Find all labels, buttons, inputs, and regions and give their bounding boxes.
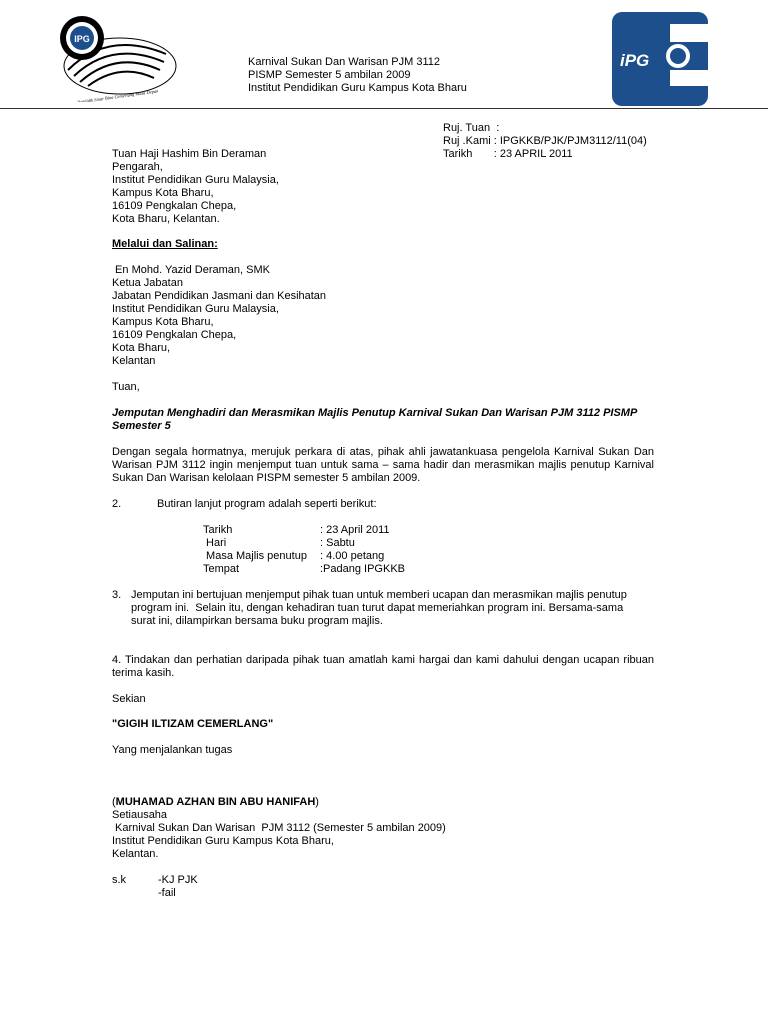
paragraph-3-line: Jemputan ini bertujuan menjemput pihak tuan untuk memberi ucapan dan merasmikan majlis penutup xyxy=(131,589,627,601)
reference-block xyxy=(443,122,647,161)
address-line: 16109 Pengkalan Chepa, xyxy=(112,200,237,212)
program-label: Hari xyxy=(203,537,227,549)
letterhead-line: Institut Pendidikan Guru Kampus Kota Bharu xyxy=(248,82,467,94)
program-value: : 23 April 2011 xyxy=(320,524,390,536)
signatory-name: MUHAMAD AZHAN BIN ABU HANIFAH xyxy=(115,796,316,808)
letterhead-text xyxy=(248,56,467,95)
address-line: Institut Pendidikan Guru Malaysia, xyxy=(112,303,279,315)
signatory-name-line xyxy=(112,796,446,809)
sk-list xyxy=(158,874,198,900)
program-label: Tarikh xyxy=(203,524,233,536)
program-details xyxy=(203,524,405,576)
address-line: Institut Pendidikan Guru Malaysia, xyxy=(112,174,279,186)
paragraph-4: 4. Tindakan dan perhatian daripada pihak tuan amatlah kami hargai dan kami dahului dengan ucapan ribuan terima kasih. xyxy=(112,654,654,679)
recipient-address xyxy=(112,148,279,226)
address-line: Kota Bharu, Kelantan. xyxy=(112,213,220,225)
logo-right xyxy=(612,12,708,106)
salutation: Tuan, xyxy=(112,381,140,393)
motto: "GIGIH ILTIZAM CEMERLANG" xyxy=(112,718,274,730)
cc-address xyxy=(112,264,326,368)
address-line: 16109 Pengkalan Chepa, xyxy=(112,329,237,341)
address-line: Pengarah, xyxy=(112,161,163,173)
signature-line: Institut Pendidikan Guru Kampus Kota Bharu, xyxy=(112,835,334,847)
program-value: : Sabtu xyxy=(320,537,355,549)
paren-open: ( xyxy=(112,796,116,808)
program-row xyxy=(203,563,405,576)
program-label: Masa Majlis penutup xyxy=(203,550,307,562)
address-line: Kampus Kota Bharu, xyxy=(112,187,214,199)
closing: Sekian xyxy=(112,693,146,705)
paren-close: ) xyxy=(315,796,319,808)
program-row xyxy=(203,537,405,550)
address-line: Kampus Kota Bharu, xyxy=(112,316,214,328)
sk-item: -KJ PJK xyxy=(158,874,198,886)
cc-heading: Melalui dan Salinan: xyxy=(112,238,218,250)
tarikh: Tarikh : 23 APRIL 2011 xyxy=(443,148,573,160)
paragraph-3-line: surat ini, dilampirkan bersama buku program majlis. xyxy=(131,615,383,627)
signature-line: Setiausaha xyxy=(112,809,168,821)
sk-item: -fail xyxy=(158,887,176,899)
sk-label: s.k xyxy=(112,874,127,886)
program-label: Tempat xyxy=(203,563,240,575)
program-row xyxy=(203,550,405,563)
logo-left-motto: Pendidik Sinar Bina Cemerlang Masa Depan xyxy=(76,88,159,102)
logo-right-text: iPG xyxy=(620,51,650,70)
paragraph-3-number: 3. xyxy=(112,589,122,601)
address-line: Tuan Haji Hashim Bin Deraman xyxy=(112,148,267,160)
signature-line: Karnival Sukan Dan Warisan PJM 3112 (Semester 5 ambilan 2009) xyxy=(112,822,446,834)
address-line: Jabatan Pendidikan Jasmani dan Kesihatan xyxy=(112,290,327,302)
signature-line: Kelantan. xyxy=(112,848,159,860)
header-divider xyxy=(0,108,768,109)
paragraph-3 xyxy=(131,589,627,628)
address-line: Ketua Jabatan xyxy=(112,277,183,289)
signature-block xyxy=(112,796,446,861)
address-line: Kota Bharu, xyxy=(112,342,171,354)
program-value: :Padang IPGKKB xyxy=(320,563,405,575)
subject: Jemputan Menghadiri dan Merasmikan Majlis Penutup Karnival Sukan Dan Warisan PJM 3112 PISMP Semester 5 xyxy=(112,407,637,432)
letterhead-line: Karnival Sukan Dan Warisan PJM 3112 xyxy=(248,56,440,68)
address-line: En Mohd. Yazid Deraman, SMK xyxy=(112,264,270,276)
address-line: Kelantan xyxy=(112,355,156,367)
program-row xyxy=(203,524,405,537)
paragraph-2-text: Butiran lanjut program adalah seperti berikut: xyxy=(157,498,377,510)
letterhead-line: PISMP Semester 5 ambilan 2009 xyxy=(248,69,411,81)
ruj-kami: Ruj .Kami : IPGKKB/PJK/PJM3112/11(04) xyxy=(443,135,647,147)
logo-left-text: IPG xyxy=(74,34,90,44)
paragraph-1: Dengan segala hormatnya, merujuk perkara di atas, pihak ahli jawatankuasa pengelola Karnival Sukan Dan Warisan PJM 3112 ingin menjemput tuan untuk sama – sama hadir dan merasmikan majlis penutup Karnival Sukan Dan Warisan kelolaan PISPM semester 5 ambilan 2009. xyxy=(112,446,654,484)
logo-left xyxy=(48,10,178,102)
ruj-tuan: Ruj. Tuan : xyxy=(443,122,500,134)
duty-line: Yang menjalankan tugas xyxy=(112,744,233,756)
program-value: : 4.00 petang xyxy=(320,550,385,562)
paragraph-2-number: 2. xyxy=(112,498,122,510)
paragraph-3-line: program ini. Selain itu, dengan kehadiran tuan turut dapat memeriahkan program ini. Bersama-sama xyxy=(131,602,624,614)
